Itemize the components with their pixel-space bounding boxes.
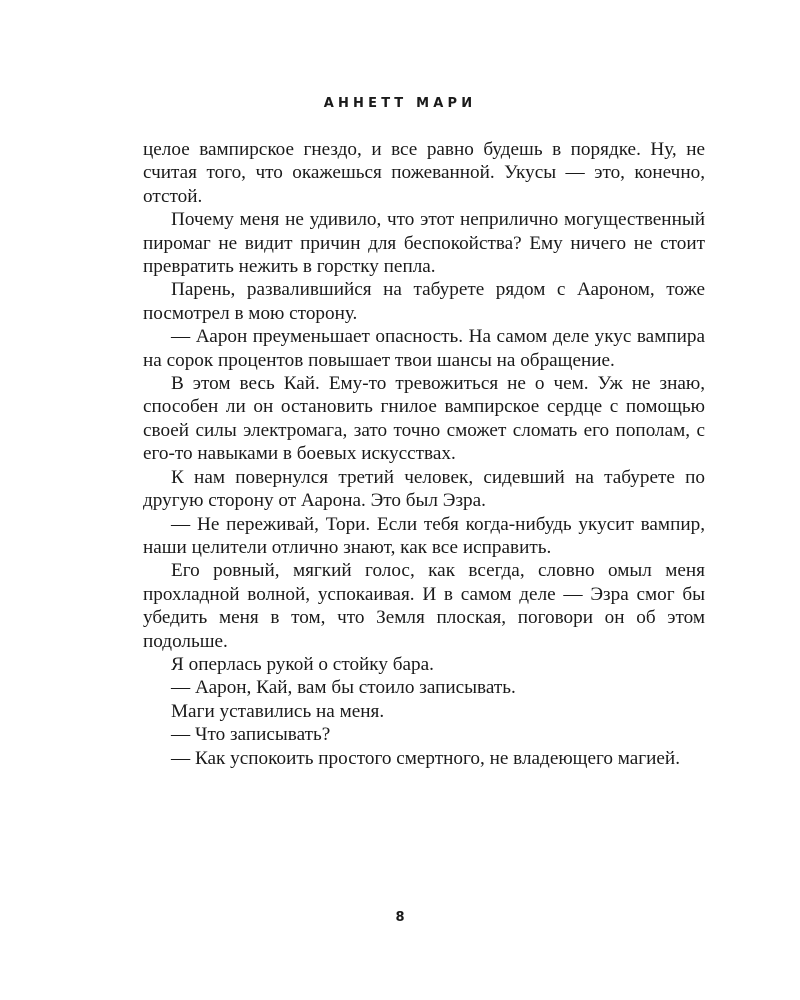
- paragraph: В этом весь Кай. Ему-то тревожиться не о чем. Уж не знаю, способен ли он остановить гнилое вампирское сердце с помощью своей силы электромага, зато точно сможет сломать его пополам, с его-то навыками в боевых искусствах.: [143, 373, 705, 465]
- paragraph: — Что записывать?: [171, 724, 331, 746]
- paragraph: К нам повернулся третий человек, сидевший на табурете по другую сторону от Аарона. Это был Эзра.: [143, 466, 705, 512]
- page-number: 8: [395, 910, 405, 925]
- paragraph: Маги уставились на меня.: [171, 700, 385, 722]
- paragraph: — Как успокоить простого смертного, не владеющего магией.: [171, 747, 680, 769]
- paragraph: Почему меня не удивило, что этот неприлично могущественный пиромаг не видит причин для беспокойства? Ему ничего не стоит превратить нежить в горстку пепла.: [143, 209, 705, 278]
- paragraph: — Аарон преуменьшает опасность. На самом деле укус вампира на сорок процентов повышает твои шансы на обращение.: [143, 326, 705, 371]
- paragraph: целое вампирское гнездо, и все равно будешь в порядке. Ну, не считая того, что окажешься пожеванной. Укусы — это, конечно, отстой.: [143, 139, 705, 207]
- paragraph: Его ровный, мягкий голос, как всегда, словно омыл меня прохладной волной, успокаивая. И в самом деле — Эзра смог бы убедить меня в том, что Земля плоская, поговори он об этом подольше.: [143, 560, 705, 652]
- paragraph: Я оперлась рукой о стойку бара.: [171, 653, 434, 675]
- paragraph: — Аарон, Кай, вам бы стоило записывать.: [171, 677, 516, 699]
- paragraph: Парень, развалившийся на табурете рядом с Аарoном, тоже посмотрел в мою сторону.: [143, 279, 705, 324]
- paragraph: — Не переживай, Тори. Если тебя когда-нибудь укусит вампир, наши целители отлично знают, как все исправить.: [143, 513, 705, 558]
- running-head: АННЕТТ МАРИ: [323, 96, 477, 111]
- body-text: [143, 138, 705, 770]
